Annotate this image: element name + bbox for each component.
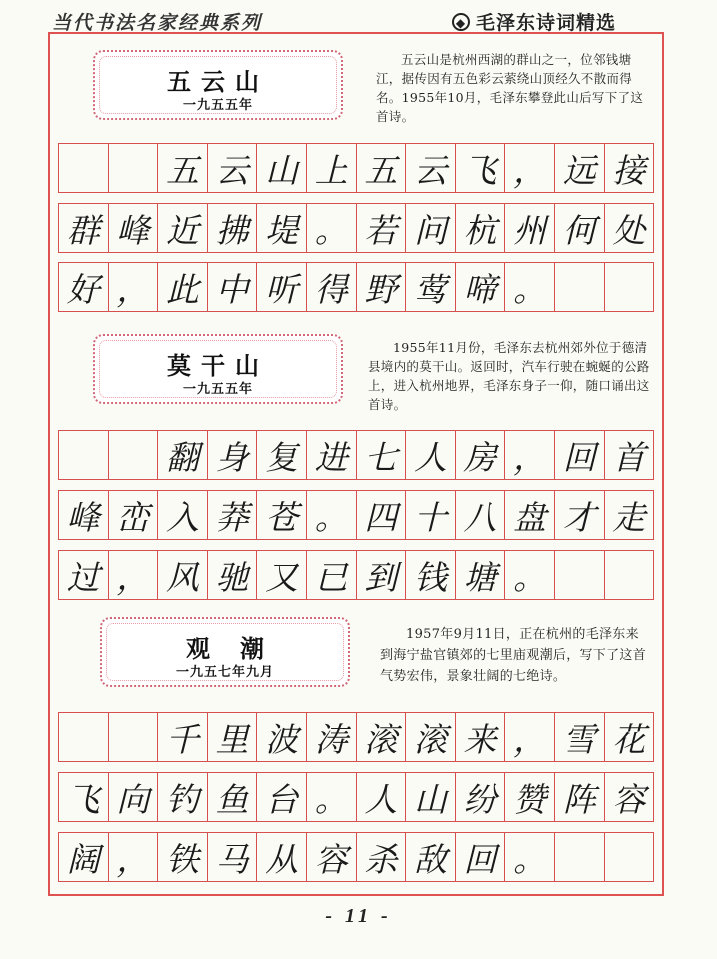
book-title-block bbox=[452, 8, 616, 35]
grid-cell: 中 bbox=[208, 262, 258, 312]
grid-cell: 啼 bbox=[456, 262, 506, 312]
grid-cell: 好 bbox=[59, 262, 109, 312]
poem-3-row-3 bbox=[58, 832, 655, 882]
grid-cell: 容 bbox=[605, 772, 655, 822]
grid-cell: 杭 bbox=[456, 203, 506, 253]
grid-cell: 人 bbox=[406, 430, 456, 480]
poem-3-year: 一九五七年九月 bbox=[175, 665, 274, 680]
grid-cell: 滚 bbox=[406, 712, 456, 762]
poem-1-title-box bbox=[93, 50, 343, 120]
grid-cell: 已 bbox=[307, 550, 357, 600]
grid-cell: 云 bbox=[208, 143, 258, 193]
grid-cell: 盘 bbox=[505, 490, 555, 540]
poem-2-title-box bbox=[93, 334, 343, 404]
grid-cell: 。 bbox=[505, 832, 555, 882]
grid-cell: 人 bbox=[357, 772, 407, 822]
grid-cell: 接 bbox=[605, 143, 655, 193]
grid-cell: 入 bbox=[158, 490, 208, 540]
grid-cell bbox=[109, 712, 159, 762]
grid-cell: 。 bbox=[307, 490, 357, 540]
grid-cell: 飞 bbox=[456, 143, 506, 193]
grid-cell: 又 bbox=[257, 550, 307, 600]
grid-cell: 雪 bbox=[555, 712, 605, 762]
grid-cell bbox=[109, 430, 159, 480]
grid-cell: 涛 bbox=[307, 712, 357, 762]
book-title: 毛泽东诗词精选 bbox=[476, 12, 617, 34]
grid-cell: 听 bbox=[257, 262, 307, 312]
grid-cell: 得 bbox=[307, 262, 357, 312]
poem-1-row-3 bbox=[58, 262, 655, 312]
grid-cell: 里 bbox=[208, 712, 258, 762]
grid-cell: 。 bbox=[307, 203, 357, 253]
grid-cell: 杀 bbox=[357, 832, 407, 882]
page-header bbox=[0, 0, 717, 34]
grid-cell: 千 bbox=[158, 712, 208, 762]
grid-cell: 台 bbox=[257, 772, 307, 822]
grid-cell: 。 bbox=[505, 550, 555, 600]
grid-cell: 赞 bbox=[505, 772, 555, 822]
poem-3-title-box bbox=[100, 617, 350, 687]
poem-3-row-1 bbox=[58, 712, 655, 762]
grid-cell: 塘 bbox=[456, 550, 506, 600]
grid-cell: 五 bbox=[357, 143, 407, 193]
grid-cell: 走 bbox=[605, 490, 655, 540]
poem-1-intro: 五云山是杭州西湖的群山之一，位邻钱塘江，据传因有五色彩云萦绕山顶经久不散而得名。1955年10月，毛泽东攀登此山后写下了这首诗。 bbox=[376, 52, 644, 124]
grid-cell: 阵 bbox=[555, 772, 605, 822]
grid-cell: 四 bbox=[357, 490, 407, 540]
grid-cell: 问 bbox=[406, 203, 456, 253]
grid-cell: 房 bbox=[456, 430, 506, 480]
grid-cell: 才 bbox=[555, 490, 605, 540]
grid-cell: 鱼 bbox=[208, 772, 258, 822]
grid-cell: 钓 bbox=[158, 772, 208, 822]
grid-cell: 峦 bbox=[109, 490, 159, 540]
grid-cell bbox=[59, 430, 109, 480]
grid-cell: ， bbox=[109, 262, 159, 312]
grid-cell: 莽 bbox=[208, 490, 258, 540]
grid-cell: 云 bbox=[406, 143, 456, 193]
grid-cell: 五 bbox=[158, 143, 208, 193]
grid-cell: 复 bbox=[257, 430, 307, 480]
grid-cell: 上 bbox=[307, 143, 357, 193]
grid-cell: 苍 bbox=[257, 490, 307, 540]
grid-cell: 堤 bbox=[257, 203, 307, 253]
grid-cell: 若 bbox=[357, 203, 407, 253]
grid-cell: 十 bbox=[406, 490, 456, 540]
grid-cell: 此 bbox=[158, 262, 208, 312]
grid-cell bbox=[605, 832, 655, 882]
grid-cell: 回 bbox=[555, 430, 605, 480]
grid-cell: 峰 bbox=[59, 490, 109, 540]
grid-cell: 敌 bbox=[406, 832, 456, 882]
poem-2-row-3 bbox=[58, 550, 655, 600]
poem-2-row-1 bbox=[58, 430, 655, 480]
grid-cell: 近 bbox=[158, 203, 208, 253]
diamond-icon: ◆ bbox=[452, 13, 470, 31]
poem-3-intro: 1957年9月11日，正在杭州的毛泽东来到海宁盐官镇郊的七里庙观潮后，写下了这首气势宏伟，景象壮阔的七绝诗。 bbox=[380, 627, 647, 684]
grid-cell: 滚 bbox=[357, 712, 407, 762]
grid-cell: 容 bbox=[307, 832, 357, 882]
grid-cell: ， bbox=[109, 550, 159, 600]
grid-cell: 纷 bbox=[456, 772, 506, 822]
grid-cell: 处 bbox=[605, 203, 655, 253]
grid-cell: 山 bbox=[257, 143, 307, 193]
grid-cell: 。 bbox=[307, 772, 357, 822]
poem-1-row-2 bbox=[58, 203, 655, 253]
grid-cell bbox=[555, 262, 605, 312]
grid-cell: ， bbox=[505, 712, 555, 762]
grid-cell: 阔 bbox=[59, 832, 109, 882]
grid-cell: 进 bbox=[307, 430, 357, 480]
poem-2-title: 莫干山 bbox=[167, 352, 269, 380]
grid-cell: 七 bbox=[357, 430, 407, 480]
grid-cell: 风 bbox=[158, 550, 208, 600]
grid-cell: ， bbox=[505, 430, 555, 480]
grid-cell: 飞 bbox=[59, 772, 109, 822]
grid-cell: 身 bbox=[208, 430, 258, 480]
grid-cell: 从 bbox=[257, 832, 307, 882]
grid-cell: 回 bbox=[456, 832, 506, 882]
grid-cell bbox=[605, 550, 655, 600]
grid-cell: 峰 bbox=[109, 203, 159, 253]
grid-cell bbox=[605, 262, 655, 312]
grid-cell: 。 bbox=[505, 262, 555, 312]
grid-cell bbox=[555, 550, 605, 600]
page-number: - 11 - bbox=[325, 905, 392, 927]
grid-cell: ， bbox=[505, 143, 555, 193]
poem-3-row-2 bbox=[58, 772, 655, 822]
grid-cell: 何 bbox=[555, 203, 605, 253]
poem-2-year: 一九五五年 bbox=[182, 382, 253, 397]
grid-cell: 到 bbox=[357, 550, 407, 600]
poem-1-row-1 bbox=[58, 143, 655, 193]
series-title: 当代书法名家经典系列 bbox=[52, 12, 263, 34]
grid-cell: 来 bbox=[456, 712, 506, 762]
poem-2-intro: 1955年11月份，毛泽东去杭州郊外位于德清县境内的莫干山。返回时，汽车行驶在蜿蜒的公路上，进入杭州地界，毛泽东身子一仰，随口诵出这首诗。 bbox=[368, 340, 650, 412]
grid-cell: 群 bbox=[59, 203, 109, 253]
grid-cell bbox=[59, 143, 109, 193]
grid-cell: 向 bbox=[109, 772, 159, 822]
grid-cell: 州 bbox=[505, 203, 555, 253]
grid-cell: 八 bbox=[456, 490, 506, 540]
grid-cell bbox=[555, 832, 605, 882]
grid-cell: 翻 bbox=[158, 430, 208, 480]
poem-2-row-2 bbox=[58, 490, 655, 540]
grid-cell: 莺 bbox=[406, 262, 456, 312]
grid-cell: 驰 bbox=[208, 550, 258, 600]
grid-cell: 远 bbox=[555, 143, 605, 193]
grid-cell: 过 bbox=[59, 550, 109, 600]
grid-cell: 花 bbox=[605, 712, 655, 762]
grid-cell: ， bbox=[109, 832, 159, 882]
grid-cell: 野 bbox=[357, 262, 407, 312]
grid-cell: 波 bbox=[257, 712, 307, 762]
grid-cell bbox=[109, 143, 159, 193]
grid-cell: 铁 bbox=[158, 832, 208, 882]
grid-cell: 拂 bbox=[208, 203, 258, 253]
grid-cell: 首 bbox=[605, 430, 655, 480]
grid-cell: 钱 bbox=[406, 550, 456, 600]
grid-cell bbox=[59, 712, 109, 762]
poem-1-year: 一九五五年 bbox=[182, 98, 253, 113]
grid-cell: 马 bbox=[208, 832, 258, 882]
grid-cell: 山 bbox=[406, 772, 456, 822]
poem-3-title: 观潮 bbox=[186, 635, 294, 663]
poem-1-title: 五云山 bbox=[167, 68, 269, 96]
